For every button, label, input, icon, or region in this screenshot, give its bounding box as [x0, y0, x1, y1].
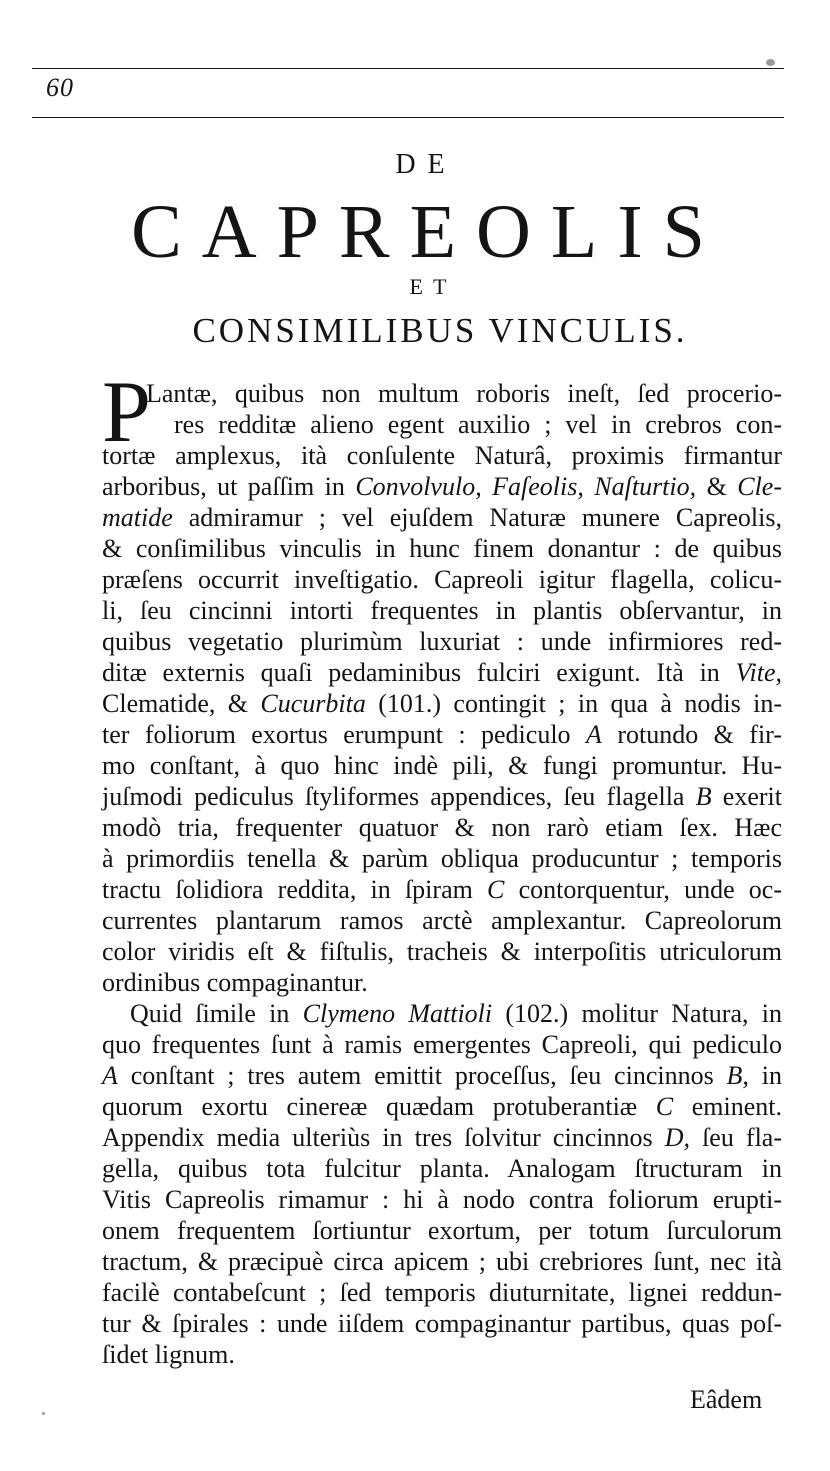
italic-text: C: [487, 875, 505, 904]
roman-text: juſmodi pediculus ſtyliformes appendices, ſeu flagella: [102, 782, 696, 811]
text-line: [102, 1308, 782, 1339]
text-line: [102, 1215, 782, 1246]
text-line: [102, 719, 782, 750]
text-line: [102, 471, 782, 502]
page-number: 60: [46, 73, 74, 102]
roman-text: tractum, & præcipuè circa apicem ; ubi crebriores ſunt, nec ità: [102, 1247, 782, 1276]
text-line: [102, 998, 782, 1029]
heading-sub: CONSIMILIBUS VINCULIS.: [192, 311, 688, 350]
roman-text: tur & ſpirales : unde iiſdem compaginantur partibus, quas poſ-: [102, 1309, 782, 1338]
text-line: [102, 967, 782, 998]
text-line: [102, 1153, 782, 1184]
roman-text: Appendix media ulteriùs in tres ſolvitur cincinnos: [102, 1123, 665, 1152]
italic-text: Cucurbita: [260, 689, 366, 718]
roman-text: ter foliorum exortus erumpunt : pediculo: [102, 720, 586, 749]
roman-text: ordinibus compaginantur.: [102, 968, 368, 997]
italic-text: Vite,: [735, 658, 782, 687]
roman-text: contorquentur, unde oc-: [504, 875, 782, 904]
roman-text: tractu ſolidiora reddita, in ſpiram: [102, 875, 488, 904]
text-line: [102, 688, 782, 719]
roman-text: conſtant ; tres autem emittit proceſſus, ſeu cincinnos: [117, 1061, 727, 1090]
text-line: [102, 502, 782, 533]
roman-text: exerit: [711, 782, 782, 811]
roman-text: res redditæ alieno egent auxilio ; vel in crebros con-: [174, 410, 782, 439]
body-text: [102, 378, 782, 1370]
text-line: [102, 905, 782, 936]
roman-text: eminent.: [673, 1092, 782, 1121]
roman-text: tortæ amplexus, ità conſulente Naturâ, proximis firmantur: [102, 441, 782, 470]
roman-text: (101.) contingit ; in qua à nodis in-: [365, 689, 782, 718]
text-line: [102, 1184, 782, 1215]
catchword: Eâdem: [690, 1385, 763, 1414]
header-rule-bottom: [32, 117, 784, 118]
italic-text: Convolvulo, Faſeolis, Naſturtio,: [355, 472, 697, 501]
roman-text: onem frequentem ſortiuntur exortum, per totum ſurculorum: [102, 1216, 782, 1245]
text-line: [102, 781, 782, 812]
text-line: [102, 1060, 782, 1091]
text-line: [102, 626, 782, 657]
text-line: [102, 409, 782, 440]
margin-mark: [42, 1412, 45, 1415]
text-line: [102, 874, 782, 905]
italic-text: Cle-: [737, 472, 782, 501]
text-line: [102, 378, 782, 409]
roman-text: quibus vegetatio plurimùm luxuriat : unde infirmiores red-: [102, 627, 782, 656]
roman-text: & conſimilibus vinculis in hunc finem donantur : de quibus: [102, 534, 782, 563]
roman-text: ſidet lignum.: [102, 1340, 235, 1369]
roman-text: præſens occurrit inveſtigatio. Capreoli igitur flagella, colicu-: [102, 565, 782, 594]
roman-text: mo conſtant, à quo hinc indè pili, & fungi promuntur. Hu-: [102, 751, 782, 780]
roman-text: currentes plantarum ramos arctè amplexantur. Capreolorum: [102, 906, 782, 935]
text-line: [102, 533, 782, 564]
text-line: [102, 1122, 782, 1153]
roman-text: Lantæ, quibus non multum roboris ineſt, ſed procerio-: [146, 379, 782, 408]
roman-text: color viridis eſt & fiſtulis, tracheis & interpoſitis utriculorum: [102, 937, 782, 966]
roman-text: gella, quibus tota fulcitur planta. Analogam ſtructuram in: [102, 1154, 782, 1183]
text-line: [102, 750, 782, 781]
italic-text: A: [102, 1061, 118, 1090]
roman-text: ditæ externis quaſi pedaminibus fulciri exigunt. Ità in: [102, 658, 736, 687]
italic-text: D,: [664, 1123, 690, 1152]
roman-text: ſeu fla-: [689, 1123, 782, 1152]
roman-text: Vitis Capreolis rimamur : hi à nodo contra foliorum erupti-: [102, 1185, 782, 1214]
heading-de: DE: [395, 149, 457, 180]
text-line: [102, 1091, 782, 1122]
text-line: [102, 1246, 782, 1277]
text-line: [102, 657, 782, 688]
roman-text: &: [696, 472, 738, 501]
text-line: [102, 1339, 782, 1370]
roman-text: in: [748, 1061, 782, 1090]
italic-text: B: [695, 782, 712, 811]
text-line: [102, 595, 782, 626]
ink-speck: [766, 59, 775, 66]
roman-text: quorum exortu cinereæ quædam protuberantiæ: [102, 1092, 656, 1121]
text-line: [102, 843, 782, 874]
roman-text: facilè contabeſcunt ; ſed temporis diuturnitate, lignei reddun-: [102, 1278, 782, 1307]
roman-text: arboribus, ut paſſim in: [102, 472, 356, 501]
italic-text: matide: [102, 503, 173, 532]
italic-text: C: [655, 1092, 674, 1121]
roman-text: rotundo & fir-: [601, 720, 782, 749]
drop-cap: P: [102, 364, 151, 461]
heading-et: ET: [409, 274, 457, 299]
text-line: [102, 564, 782, 595]
heading-main: CAPREOLIS: [131, 190, 725, 274]
text-line: [102, 936, 782, 967]
italic-text: A: [585, 720, 602, 749]
italic-text: Clymeno Mattioli: [302, 999, 493, 1028]
roman-text: Quid ſimile in: [130, 999, 303, 1028]
roman-text: modò tria, frequenter quatuor & non rarò etiam ſex. Hæc: [102, 813, 782, 842]
roman-text: (102.) molitur Natura, in: [492, 999, 782, 1028]
header-rule-top: [32, 68, 784, 69]
roman-text: admiramur ; vel ejuſdem Naturæ munere Capreolis,: [172, 503, 782, 532]
text-line: [102, 440, 782, 471]
roman-text: Clematide, &: [102, 689, 261, 718]
roman-text: quo frequentes ſunt à ramis emergentes Capreoli, qui pediculo: [102, 1030, 782, 1059]
italic-text: B,: [726, 1061, 749, 1090]
text-line: [102, 1277, 782, 1308]
text-line: [102, 1029, 782, 1060]
roman-text: li, ſeu cincinni intorti frequentes in plantis obſervantur, in: [102, 596, 782, 625]
roman-text: à primordiis tenella & parùm obliqua producuntur ; temporis: [102, 844, 782, 873]
text-line: [102, 812, 782, 843]
